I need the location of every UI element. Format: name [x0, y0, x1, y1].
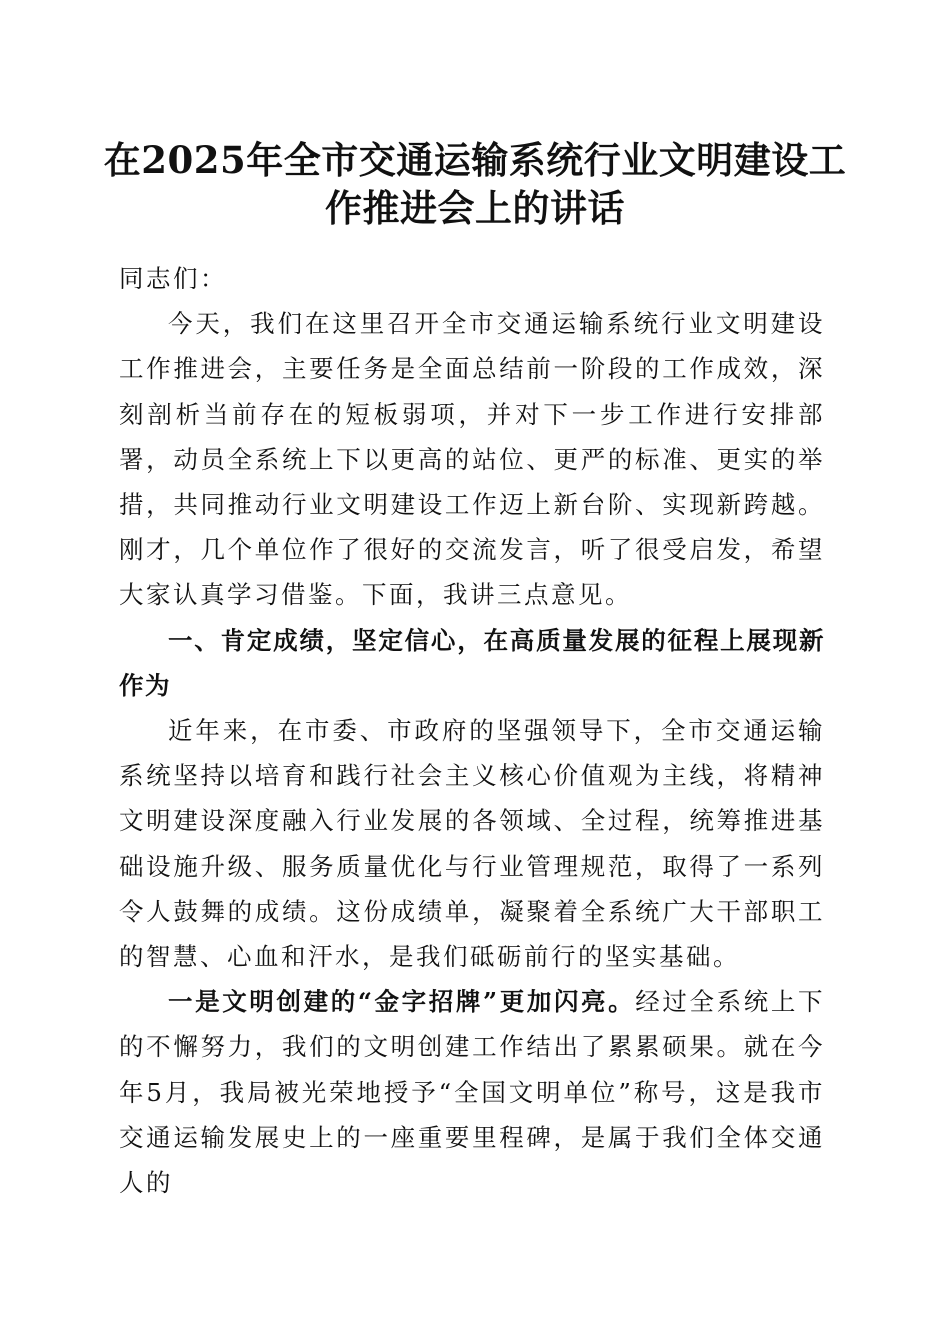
point-body: 经过全系统上下的不懈努力，我们的文明创建工作结出了累累硕果。就在今年5月，我局被光荣地授予“全国文明单位”称号，这是我市交通运输发展史上的一座重要里程碑，是属于我们全体交通人的	[119, 987, 825, 1198]
document-body	[119, 256, 825, 1205]
section-paragraph: 近年来，在市委、市政府的坚强领导下，全市交通运输系统坚持以培育和践行社会主义核心价值观为主线，将精神文明建设深度融入行业发展的各领域、全过程，统筹推进基础设施升级、服务质量优化与行业管理规范，取得了一系列令人鼓舞的成绩。这份成绩单，凝聚着全系统广大干部职工的智慧、心血和汗水，是我们砥砺前行的坚实基础。	[119, 716, 825, 972]
section-heading: 一、肯定成绩，坚定信心，在高质量发展的征程上展现新作为	[119, 625, 825, 700]
point-paragraph	[119, 979, 825, 1205]
page-title: 在2025年全市交通运输系统行业文明建设工作推进会上的讲话	[103, 138, 847, 230]
intro-paragraph: 今天，我们在这里召开全市交通运输系统行业文明建设工作推进会，主要任务是全面总结前一阶段的工作成效，深刻剖析当前存在的短板弱项，并对下一步工作进行安排部署，动员全系统上下以更高的站位、更严的标准、更实的举措，共同推动行业文明建设工作迈上新台阶、实现新跨越。刚才，几个单位作了很好的交流发言，听了很受启发，希望大家认真学习借鉴。下面，我讲三点意见。	[119, 309, 825, 610]
salutation: 同志们：	[119, 264, 227, 293]
point-lead: 一是文明创建的“金字招牌”更加闪亮。	[168, 987, 636, 1017]
